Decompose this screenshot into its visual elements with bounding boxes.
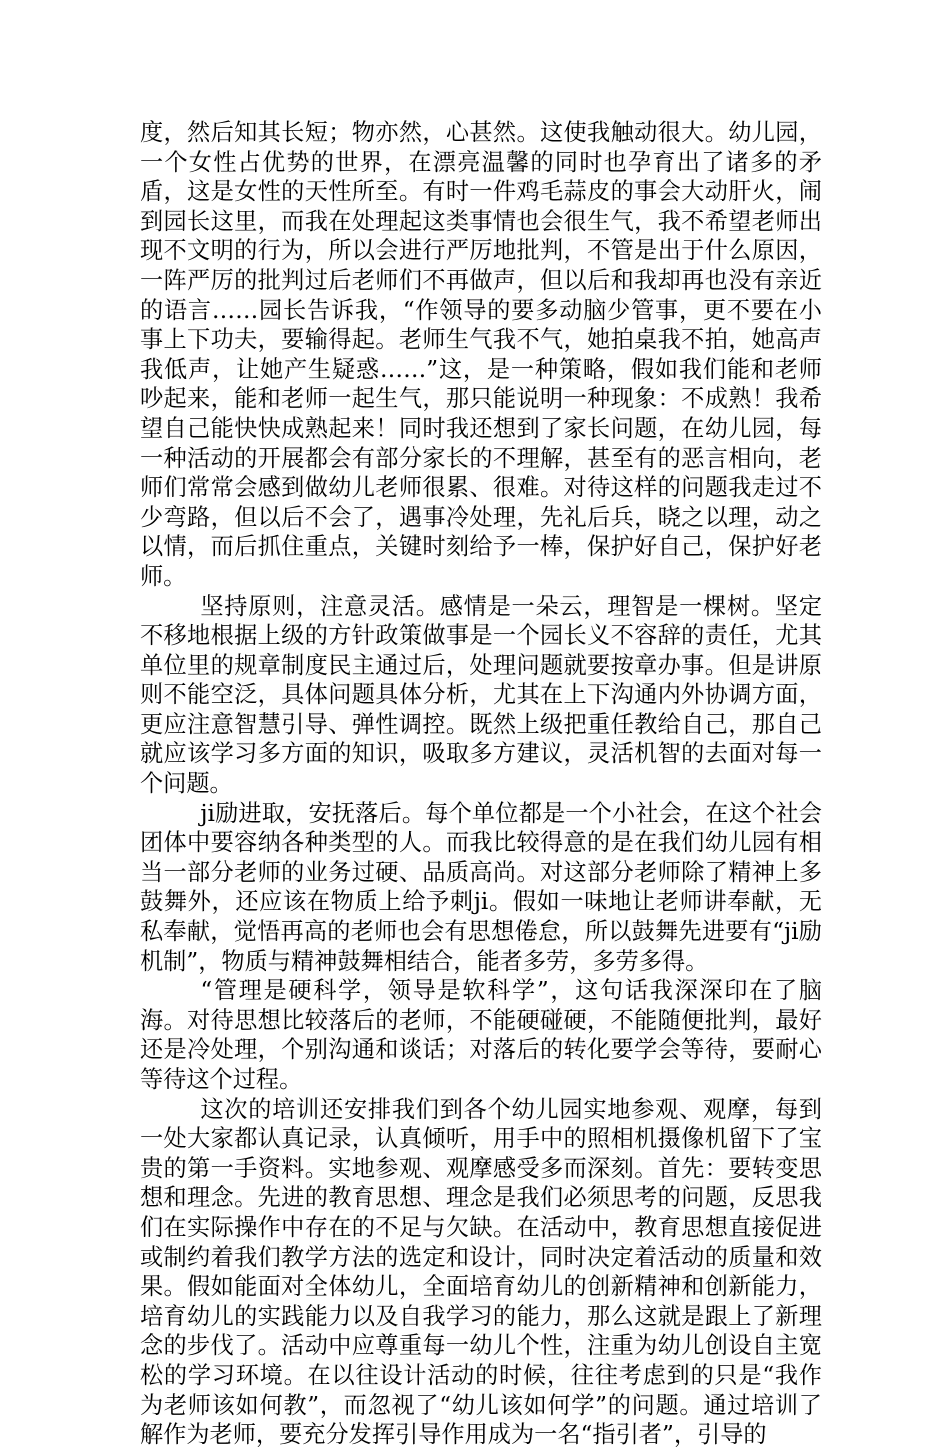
document-page [140,118,822,1450]
paragraph-2: 坚持原则，注意灵活。感情是一朵云，理智是一棵树。坚定不移地根据上级的方针政策做事是一个园长义不容辞的责任，尤其单位里的规章制度民主通过后，处理问题就要按章办事。但是讲原则不能空泛，具体问题具体分析，尤其在上下沟通内外协调方面，更应注意智慧引导、弹性调控。既然上级把重任教给自己，那自己就应该学习多方面的知识，吸取多方建议，灵活机智的去面对每一个问题。 [140,592,822,798]
paragraph-3: ji励进取，安抚落后。每个单位都是一个小社会，在这个社会团体中要容纳各种类型的人。而我比较得意的是在我们幼儿园有相当一部分老师的业务过硬、品质高尚。对这部分老师除了精神上多鼓舞外，还应该在物质上给予刺ji。假如一味地让老师讲奉献，无私奉献，觉悟再高的老师也会有思想倦怠，所以鼓舞先进要有“ji励机制”，物质与精神鼓舞相结合，能者多劳，多劳多得。 [140,799,822,975]
paragraph-1: 度，然后知其长短；物亦然，心甚然。这使我触动很大。幼儿园，一个女性占优势的世界，在漂亮温馨的同时也孕育出了诸多的矛盾，这是女性的天性所至。有时一件鸡毛蒜皮的事会大动肝火，闹到园长这里，而我在处理起这类事情也会很生气，我不希望老师出现不文明的行为，所以会进行严厉地批判，不管是出于什么原因，一阵严厉的批判过后老师们不再做声，但以后和我却再也没有亲近的语言……园长告诉我，“作领导的要多动脑少管事，更不要在小事上下功夫，要输得起。老师生气我不气，她拍桌我不拍，她高声我低声，让她产生疑惑……”这，是一种策略，假如我们能和老师吵起来，能和老师一起生气，那只能说明一种现象：不成熟！我希望自己能快快成熟起来！同时我还想到了家长问题，在幼儿园，每一种活动的开展都会有部分家长的不理解，甚至有的恶言相向，老师们常常会感到做幼儿老师很累、很难。对待这样的问题我走过不少弯路，但以后不会了，遇事冷处理，先礼后兵，晓之以理，动之以情，而后抓住重点，关键时刻给予一棒，保护好自己，保护好老师。 [140,119,822,590]
paragraph-4: “管理是硬科学，领导是软科学”，这句话我深深印在了脑海。对待思想比较落后的老师，不能硬碰硬，不能随便批判，最好还是冷处理，个别沟通和谈话；对落后的转化要学会等待，要耐心等待这个过程。 [140,977,822,1093]
paragraph-5: 这次的培训还安排我们到各个幼儿园实地参观、观摩，每到一处大家都认真记录，认真倾听，用手中的照相机摄像机留下了宝贵的第一手资料。实地参观、观摩感受多而深刻。首先：要转变思想和理念。先进的教育思想、理念是我们必须思考的问题，反思我们在实际操作中存在的不足与欠缺。在活动中，教育思想直接促进或制约着我们教学方法的选定和设计，同时决定着活动的质量和效果。假如能面对全体幼儿，全面培育幼儿的创新精神和创新能力，培育幼儿的实践能力以及自我学习的能力，那么这就是跟上了新理念的步伐了。活动中应尊重每一幼儿个性，注重为幼儿创设自主宽松的学习环境。在以往设计活动的时候，往往考虑到的只是“我作为老师该如何教”，而忽视了“幼儿该如何学”的问题。通过培训了解作为老师，要充分发挥引导作用成为一名“指引者”，引导的 [140,1095,822,1449]
